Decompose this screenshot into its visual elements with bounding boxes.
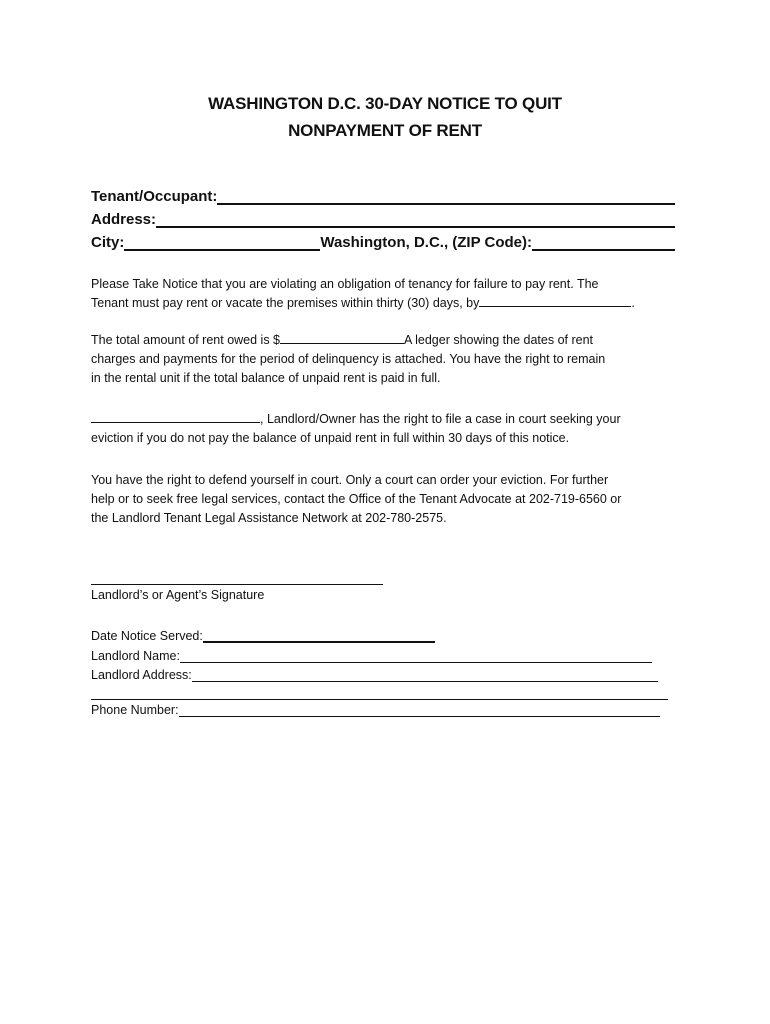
city-row (91, 233, 675, 251)
tenant-occupant-row (91, 187, 675, 205)
signature-line[interactable] (91, 584, 383, 585)
pay-by-date-field[interactable] (479, 295, 631, 307)
rent-owed-text-line3: in the rental unit if the total balance of unpaid rent is paid in full. (91, 371, 441, 385)
zip-code-field[interactable] (532, 236, 675, 251)
landlord-address-field[interactable] (192, 669, 658, 682)
tenant-rights-text-line1: You have the right to defend yourself in court. Only a court can order your eviction. For further (91, 473, 609, 487)
notice-text-period: . (631, 296, 635, 310)
landlord-rights-text-line2: eviction if you do not pay the balance of unpaid rent in full within 30 days of this notice. (91, 431, 570, 445)
date-served-field[interactable] (203, 629, 435, 643)
landlord-rights-text-line1: , Landlord/Owner has the right to file a case in court seeking your (260, 412, 621, 426)
tenant-occupant-label: Tenant/Occupant: (91, 188, 218, 205)
landlord-rights-paragraph (91, 410, 691, 448)
address-field[interactable] (156, 213, 675, 228)
tenant-rights-text-line3: the Landlord Tenant Legal Assistance Network at 202-780-2575. (91, 511, 447, 525)
tenant-rights-paragraph (91, 471, 691, 528)
rent-owed-text: The total amount of rent owed is $ (91, 333, 280, 347)
tenant-occupant-field[interactable] (217, 190, 675, 205)
rent-amount-field[interactable] (280, 332, 404, 344)
date-served-row (91, 627, 435, 643)
notice-text-line1: Please Take Notice that you are violating an obligation of tenancy for failure to pay rent. The (91, 277, 599, 291)
landlord-name-row (91, 647, 652, 663)
document-title-line2: NONPAYMENT OF RENT (288, 121, 482, 140)
notice-text-line2: Tenant must pay rent or vacate the premises within thirty (30) days, by (91, 296, 480, 310)
date-served-label: Date Notice Served: (91, 629, 203, 643)
city-field[interactable] (124, 236, 320, 251)
washington-zip-label: Washington, D.C., (ZIP Code): (320, 234, 532, 251)
rent-owed-paragraph (91, 331, 691, 388)
landlord-owner-name-field[interactable] (91, 411, 260, 423)
address-label: Address: (91, 211, 157, 228)
phone-number-label: Phone Number: (91, 703, 179, 717)
signature-label: Landlord’s or Agent’s Signature (91, 588, 265, 602)
landlord-name-label: Landlord Name: (91, 649, 180, 663)
city-label: City: (91, 234, 125, 251)
ledger-text: A ledger showing the dates of rent (404, 333, 594, 347)
tenant-rights-text-line2: help or to seek free legal services, contact the Office of the Tenant Advocate at 202-719-6560 or (91, 492, 622, 506)
landlord-address-second-line[interactable] (91, 699, 668, 700)
landlord-name-field[interactable] (180, 650, 652, 663)
rent-owed-text-line2: charges and payments for the period of delinquency is attached. You have the right to remain (91, 352, 606, 366)
notice-paragraph (91, 275, 691, 313)
document-title-line1: WASHINGTON D.C. 30-DAY NOTICE TO QUIT (208, 94, 562, 113)
landlord-address-label: Landlord Address: (91, 668, 192, 682)
phone-number-row (91, 701, 660, 717)
address-row (91, 210, 675, 228)
landlord-address-row (91, 666, 658, 682)
phone-number-field[interactable] (179, 704, 660, 717)
